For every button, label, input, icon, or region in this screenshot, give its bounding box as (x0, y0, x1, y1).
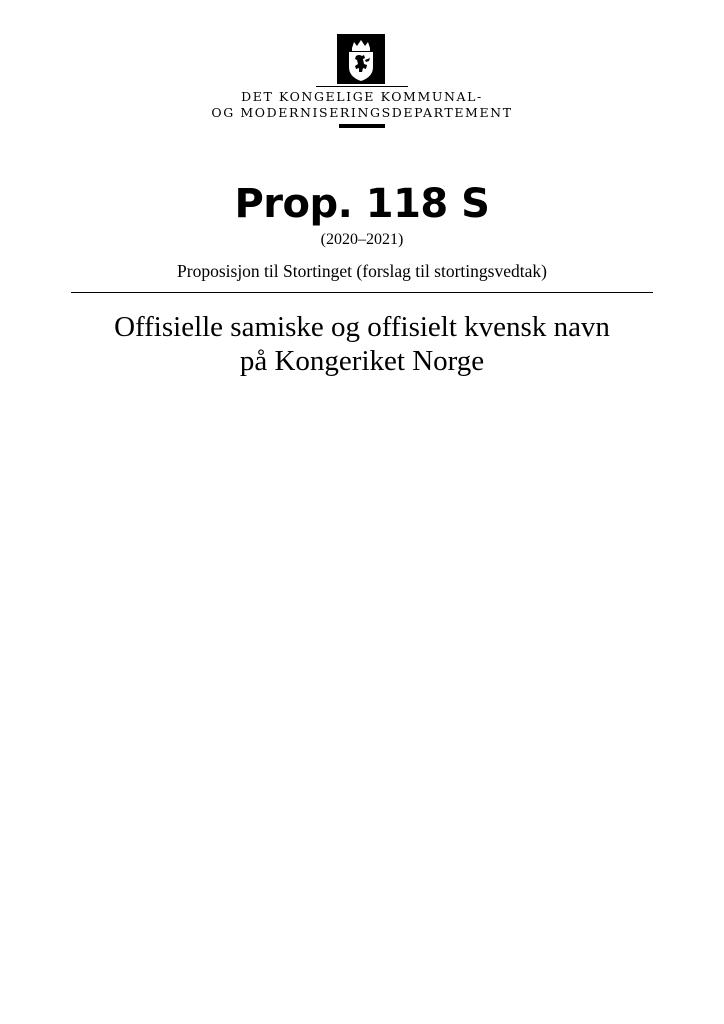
document-title-line1: Offisielle samiske og offisielt kvensk navn (114, 311, 610, 343)
document-title (0, 310, 724, 378)
session-years: (2020–2021) (320, 231, 404, 248)
department-name-line1: DET KONGELIGE KOMMUNAL- (241, 89, 483, 104)
norwegian-coat-of-arms-icon (337, 34, 385, 84)
document-title-line2: på Kongeriket Norge (239, 345, 485, 377)
department-logo (0, 34, 724, 130)
logo-rule-top (316, 86, 408, 87)
title-divider (71, 292, 653, 293)
proposition-number: Prop. 118 S (234, 181, 490, 227)
department-name-line2: OG MODERNISERINGSDEPARTEMENT (211, 105, 513, 120)
logo-rule-bottom (339, 124, 385, 128)
proposition-subtitle: Proposisjon til Stortinget (forslag til stortingsvedtak) (177, 261, 547, 281)
